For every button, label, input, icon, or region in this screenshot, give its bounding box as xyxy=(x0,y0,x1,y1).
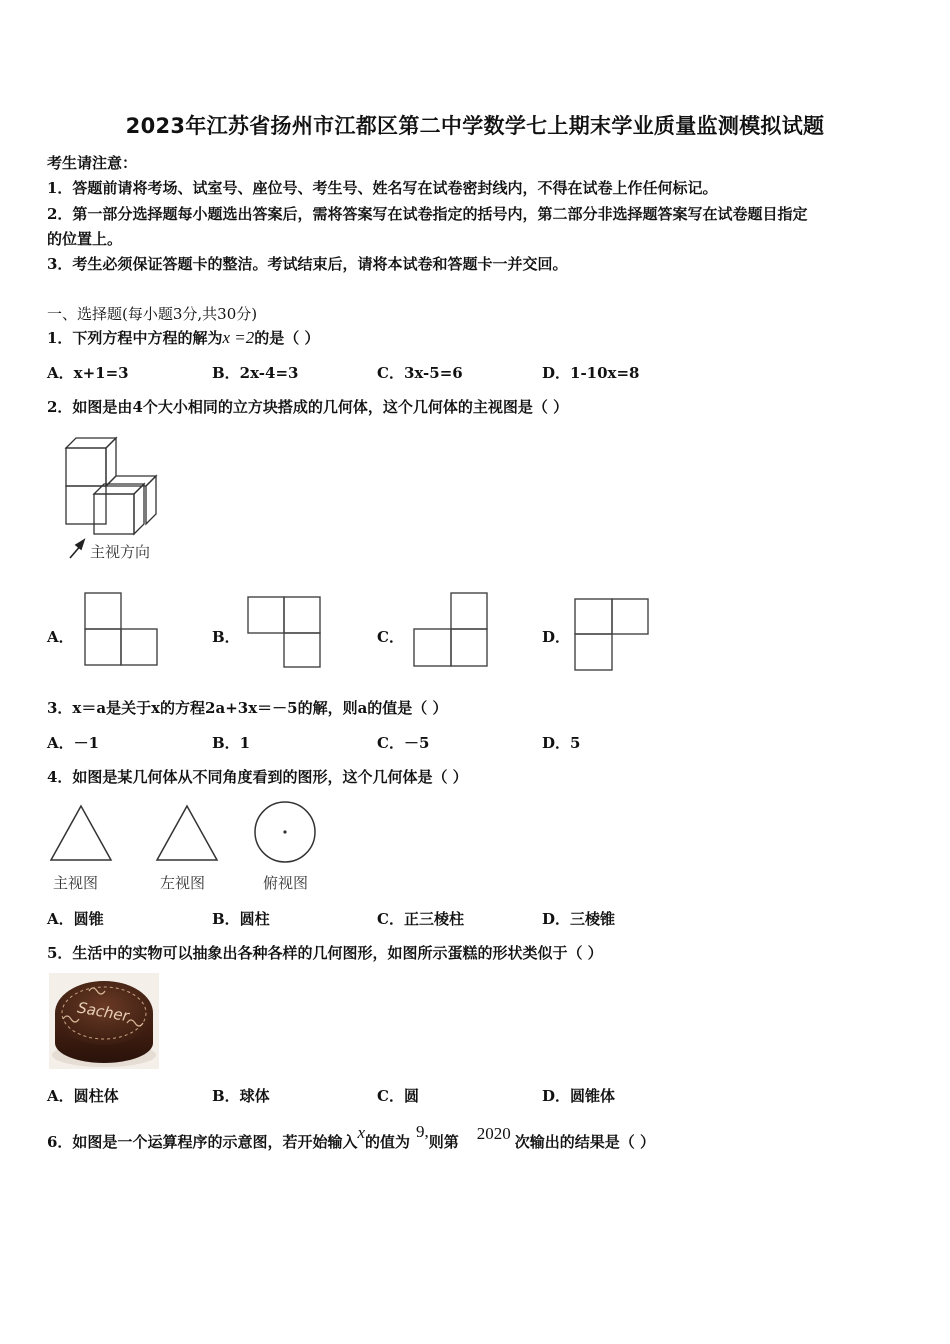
notice-item: 1．答题前请将考场、试室号、座位号、考生号、姓名写在试卷密封线内，不得在试卷上作任何标记。 xyxy=(47,179,718,197)
q2-option-b[interactable]: B． xyxy=(212,628,240,646)
q2-option-a-figure[interactable] xyxy=(82,590,160,668)
q4-option-d[interactable]: D．三棱锥 xyxy=(542,910,616,928)
notice-item: 的位置上。 xyxy=(47,230,123,248)
question-6-count: 2020 xyxy=(476,1124,511,1143)
notice-item: 3．考生必须保证答题卡的整洁。考试结束后，请将本试卷和答题卡一并交回。 xyxy=(47,255,568,273)
side-view-triangle xyxy=(157,806,217,860)
q3-option-a[interactable]: A．－1 xyxy=(47,734,100,752)
q3-option-c[interactable]: C．－5 xyxy=(377,734,430,752)
question-4-stem: 4．如图是某几何体从不同角度看到的图形，这个几何体是（ ） xyxy=(47,768,468,786)
q5-option-d[interactable]: D．圆锥体 xyxy=(542,1087,616,1105)
q5-option-c[interactable]: C．圆 xyxy=(377,1087,419,1105)
question-2-stem: 2．如图是由4个大小相同的立方块搭成的几何体，这个几何体的主视图是（ ） xyxy=(47,398,569,416)
question-6-input-value: 9, xyxy=(416,1122,429,1141)
q1-option-c[interactable]: C．3x-5=6 xyxy=(377,364,463,382)
q3-option-d[interactable]: D．5 xyxy=(542,734,581,752)
q1-option-b[interactable]: B．2x-4=3 xyxy=(212,364,299,382)
question-6-part3: 则第 xyxy=(428,1133,459,1151)
question-3-stem: 3．x＝a是关于x的方程2a+3x＝－5的解，则a的值是（ ） xyxy=(47,699,448,717)
q2-option-c-figure[interactable] xyxy=(411,590,491,670)
q5-option-b[interactable]: B．球体 xyxy=(212,1087,270,1105)
page-title: 2023年江苏省扬州市江都区第二中学数学七上期末学业质量监测模拟试题 xyxy=(125,114,825,138)
question-6-part1: 6．如图是一个运算程序的示意图，若开始输入 xyxy=(47,1133,358,1151)
question-1 xyxy=(47,327,319,348)
q4-option-c[interactable]: C．正三棱柱 xyxy=(377,910,464,928)
cube-stack-figure xyxy=(60,432,170,582)
q1-option-a[interactable]: A．x+1=3 xyxy=(47,364,129,382)
question-6-part2: 的值为 xyxy=(365,1133,411,1151)
q2-option-d[interactable]: D． xyxy=(542,628,571,646)
q2-option-a[interactable]: A． xyxy=(47,628,74,646)
question-6-stem xyxy=(47,1122,656,1152)
cake-image xyxy=(49,973,159,1069)
q4-option-a[interactable]: A．圆锥 xyxy=(47,910,104,928)
notice-heading: 考生请注意： xyxy=(47,154,138,172)
q2-option-b-figure[interactable] xyxy=(245,594,323,670)
question-6-part4: 次输出的结果是（ ） xyxy=(514,1133,656,1151)
section-heading: 一、选择题(每小题3分,共30分) xyxy=(47,305,258,323)
question-6-var: x xyxy=(357,1123,365,1142)
q2-option-d-figure[interactable] xyxy=(572,596,652,672)
view-direction-label: 主视方向 xyxy=(90,543,151,561)
question-1-stem-post: 的是（ ） xyxy=(254,329,320,347)
question-1-stem-pre: 1．下列方程中方程的解为 xyxy=(47,329,223,347)
q5-option-a[interactable]: A．圆柱体 xyxy=(47,1087,119,1105)
question-1-math: x =2 xyxy=(222,328,255,347)
three-views-figure xyxy=(45,798,325,894)
notice-item: 2．第一部分选择题每小题选出答案后，需将答案写在试卷指定的括号内，第二部分非选择题答案写在试卷题目指定 xyxy=(47,205,808,223)
q3-option-b[interactable]: B．1 xyxy=(212,734,251,752)
cake-text: Sacher xyxy=(76,998,131,1026)
front-view-triangle xyxy=(51,806,111,860)
q2-option-c[interactable]: C． xyxy=(377,628,404,646)
front-view-label: 主视图 xyxy=(53,874,99,892)
q1-option-d[interactable]: D．1-10x=8 xyxy=(542,364,640,382)
q4-option-b[interactable]: B．圆柱 xyxy=(212,910,270,928)
question-5-stem: 5．生活中的实物可以抽象出各种各样的几何图形，如图所示蛋糕的形状类似于（ ） xyxy=(47,944,603,962)
top-view-label: 俯视图 xyxy=(263,874,309,892)
side-view-label: 左视图 xyxy=(160,874,206,892)
